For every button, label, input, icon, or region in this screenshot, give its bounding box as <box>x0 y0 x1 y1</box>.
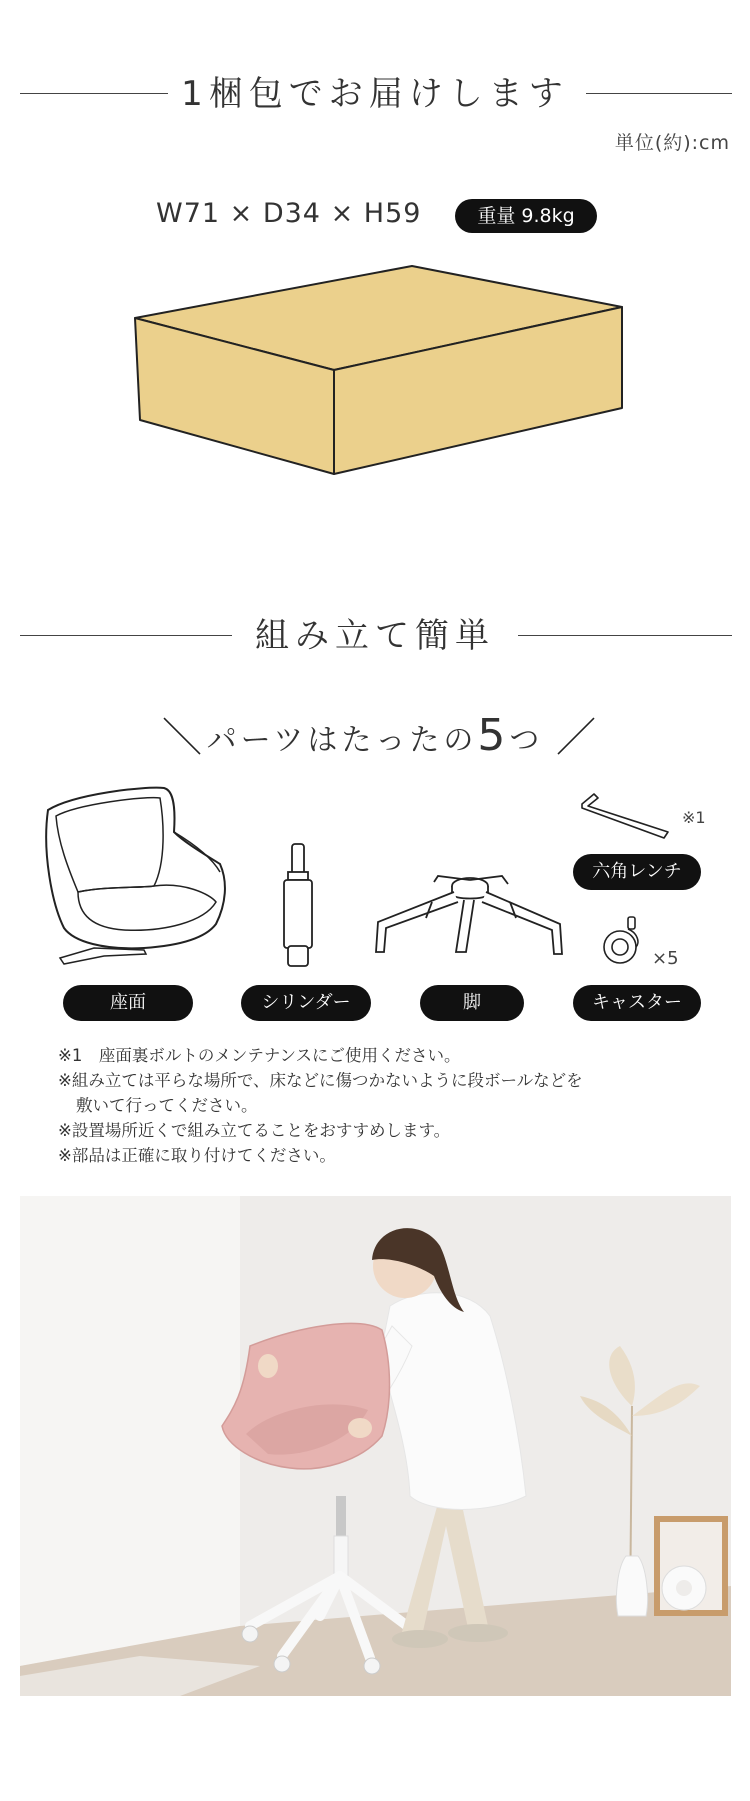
note-line: 敷いて行ってください。 <box>76 1096 258 1115</box>
assembly-photo <box>20 1196 731 1696</box>
base-leg-icon <box>370 872 570 962</box>
parts-count-number: 5 <box>477 710 510 761</box>
assembly-title: 組み立て簡単 <box>255 616 495 656</box>
part-label-cylinder: シリンダー <box>241 985 371 1021</box>
slash-right-icon: ／ <box>556 715 596 761</box>
part-label-base: 脚 <box>420 985 524 1021</box>
caster-icon <box>598 915 648 967</box>
parts-count-heading <box>0 700 750 760</box>
hex-wrench-icon <box>580 792 680 842</box>
part-label-seat: 座面 <box>63 985 193 1021</box>
part-label-caster: キャスター <box>573 985 701 1021</box>
package-dimensions: W71 × D34 × H59 <box>156 198 422 229</box>
assembly-section-title <box>0 606 750 666</box>
parts-heading-prefix: パーツはたったの <box>206 723 478 758</box>
note-line: ※組み立ては平らな場所で、床などに傷つかないように段ボールなどを <box>58 1071 583 1090</box>
title-rule-right <box>586 93 732 94</box>
seat-icon <box>34 782 234 968</box>
caster-quantity: ×5 <box>652 948 679 969</box>
unit-label: 単位(約):cm <box>614 132 730 154</box>
title-rule-right <box>518 635 732 636</box>
note-line: ※設置場所近くで組み立てることをおすすめします。 <box>58 1121 451 1140</box>
slash-left-icon: ＼ <box>162 715 202 761</box>
package-section-title <box>0 64 750 124</box>
assembly-notes <box>58 1043 583 1168</box>
weight-badge: 重量 9.8kg <box>455 199 597 233</box>
wrench-note-marker: ※1 <box>682 808 706 827</box>
cylinder-icon <box>278 842 318 972</box>
part-label-hex-wrench: 六角レンチ <box>573 854 701 890</box>
package-title: 1梱包でお届けします <box>181 74 569 114</box>
parts-heading-suffix: つ <box>509 723 544 758</box>
cardboard-box-illustration <box>130 260 630 482</box>
note-line: ※1 座面裏ボルトのメンテナンスにご使用ください。 <box>58 1046 461 1065</box>
note-line: ※部品は正確に取り付けてください。 <box>58 1146 336 1165</box>
